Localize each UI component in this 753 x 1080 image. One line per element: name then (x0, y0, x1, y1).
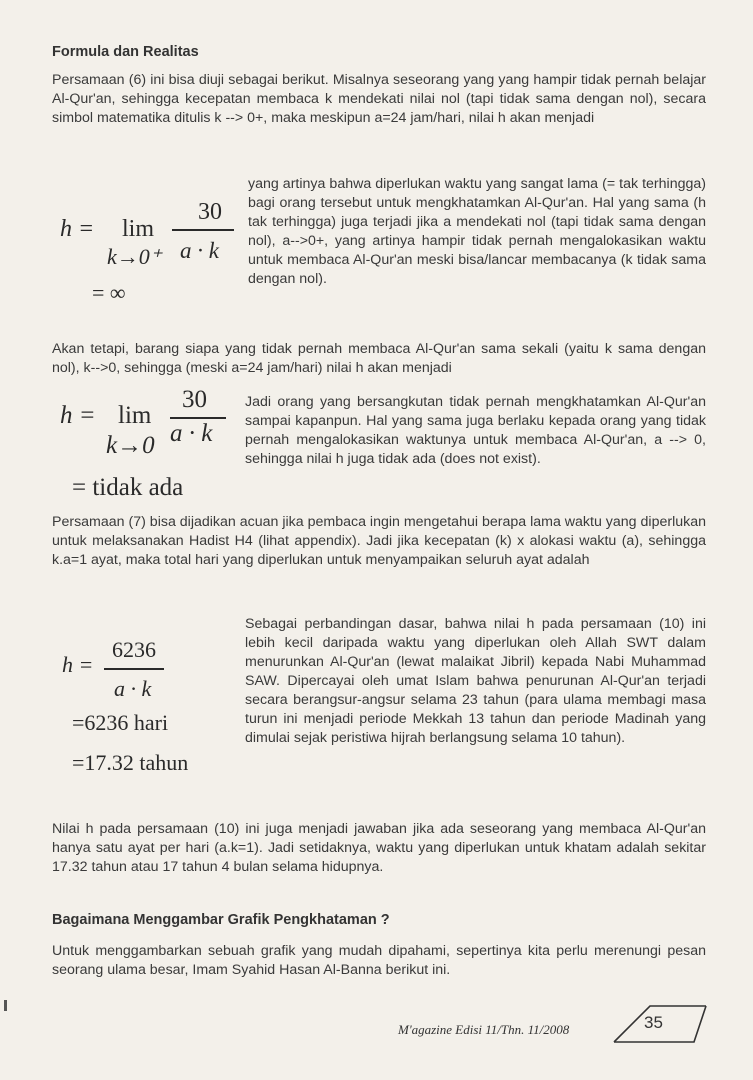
section-heading-formula: Formula dan Realitas (52, 44, 199, 60)
side-text-3: Sebagai perbandingan dasar, bahwa nilai h pada persamaan (10) ini lebih kecil daripada waktu yang diperlukan oleh Allah SWT dalam menurunkan Al-Qur'an (lewat malaikat Jibril) kepada Nabi Muhammad SAW. Dipercayai oleh umat Islam bahwa penurunan Al-Qur'an terjadi secara berangsur-angsur selama 23 tahun (para ulama membagi masa turun ini menjadi periode Mekkah 13 tahun dan periode Madinah yang dimulai sejak peristiwa hijrah berlangsung selama 10 tahun). (245, 616, 706, 746)
eq3-line3: =17.32 tahun (72, 750, 189, 775)
magazine-footer: M'agazine Edisi 11/Thn. 11/2008 (398, 1022, 570, 1037)
eq2-denominator: a · k (170, 420, 213, 447)
side-text-1: yang artinya bahwa diperlukan waktu yang sangat lama (= tak terhingga) bagi orang tersebut untuk mengkhatamkan Al-Qur'an. Hal yang sama (h tak terhingga) juga terjadi jika a mendekati nol (tapi tidak sama dengan nol), a-->0+, yang artinya hampir tidak pernah mengalokasikan waktu untuk membaca Al-Qur'an meski bisa/lancar membacanya (k tidak sama dengan nol). (248, 176, 706, 287)
page-number: 35 (644, 1013, 663, 1032)
eq1-subscript: k→0⁺ (107, 244, 162, 269)
paragraph-intro: Persamaan (6) ini bisa diuji sebagai berikut. Misalnya seseorang yang yang hampir tidak pernah belajar Al-Qur'an, sehingga kecepatan membaca k mendekati nilai nol (tapi tidak sama dengan nol), secara simbol matematika ditulis k --> 0+, maka meskipun a=24 jam/hari, nilai h akan menjadi (52, 72, 706, 126)
eq2-subscript: k→0 (106, 432, 155, 459)
paragraph-grafik: Untuk menggambarkan sebuah grafik yang mudah dipahami, sepertinya kita perlu merenungi pesan seorang ulama besar, Imam Syahid Hasan Al-Banna berikut ini. (52, 943, 706, 978)
eq1-lhs: h = (60, 216, 95, 242)
section-heading-grafik: Bagaimana Menggambar Grafik Pengkhataman ? (52, 912, 390, 928)
eq2-lhs: h = (60, 402, 96, 429)
eq1-fraction-bar (172, 229, 234, 231)
eq3-numerator: 6236 (112, 637, 156, 662)
eq3-fraction-bar (104, 668, 164, 670)
paragraph-3: Persamaan (7) bisa dijadikan acuan jika pembaca ingin mengetahui berapa lama waktu yang diperlukan untuk melaksanakan Hadist H4 (lihat appendix). Jadi jika kecepatan (k) x alokasi waktu (a), sehingga k.a=1 ayat, maka total hari yang diperlukan untuk menyampaikan seluruh ayat adalah (52, 514, 706, 568)
eq2-result: = tidak ada (72, 474, 184, 501)
eq1-result: = ∞ (92, 280, 126, 305)
eq3-denominator: a · k (114, 676, 152, 701)
eq2-fraction-bar (170, 417, 226, 419)
eq2-numerator: 30 (182, 386, 207, 413)
eq1-lim: lim (122, 216, 155, 242)
eq3-line2: =6236 hari (72, 710, 169, 735)
eq3-lhs: h = (62, 652, 94, 677)
margin-mark (4, 1000, 7, 1011)
eq1-denominator: a · k (180, 238, 219, 263)
eq2-lim: lim (118, 402, 152, 429)
paragraph-2: Akan tetapi, barang siapa yang tidak pernah membaca Al-Qur'an sama sekali (yaitu k sama dengan nol), k-->0, sehingga (meski a=24 jam/hari) nilai h akan menjadi (52, 341, 706, 376)
paragraph-4: Nilai h pada persamaan (10) ini juga menjadi jawaban jika ada seseorang yang membaca Al-Qur'an hanya satu ayat per hari (a.k=1). Jadi setidaknya, waktu yang diperlukan untuk khatam adalah sekitar 17.32 tahun atau 17 tahun 4 bulan selama hidupnya. (52, 821, 706, 875)
eq1-numerator: 30 (198, 199, 222, 225)
side-text-2: Jadi orang yang bersangkutan tidak pernah mengkhatamkan Al-Qur'an sampai kapanpun. Hal yang sama juga berlaku kepada orang yang tidak pernah mengalokasikan waktunya untuk membaca Al-Qur'an, a --> 0, sehingga nilai h juga tidak ada (does not exist). (245, 394, 706, 467)
